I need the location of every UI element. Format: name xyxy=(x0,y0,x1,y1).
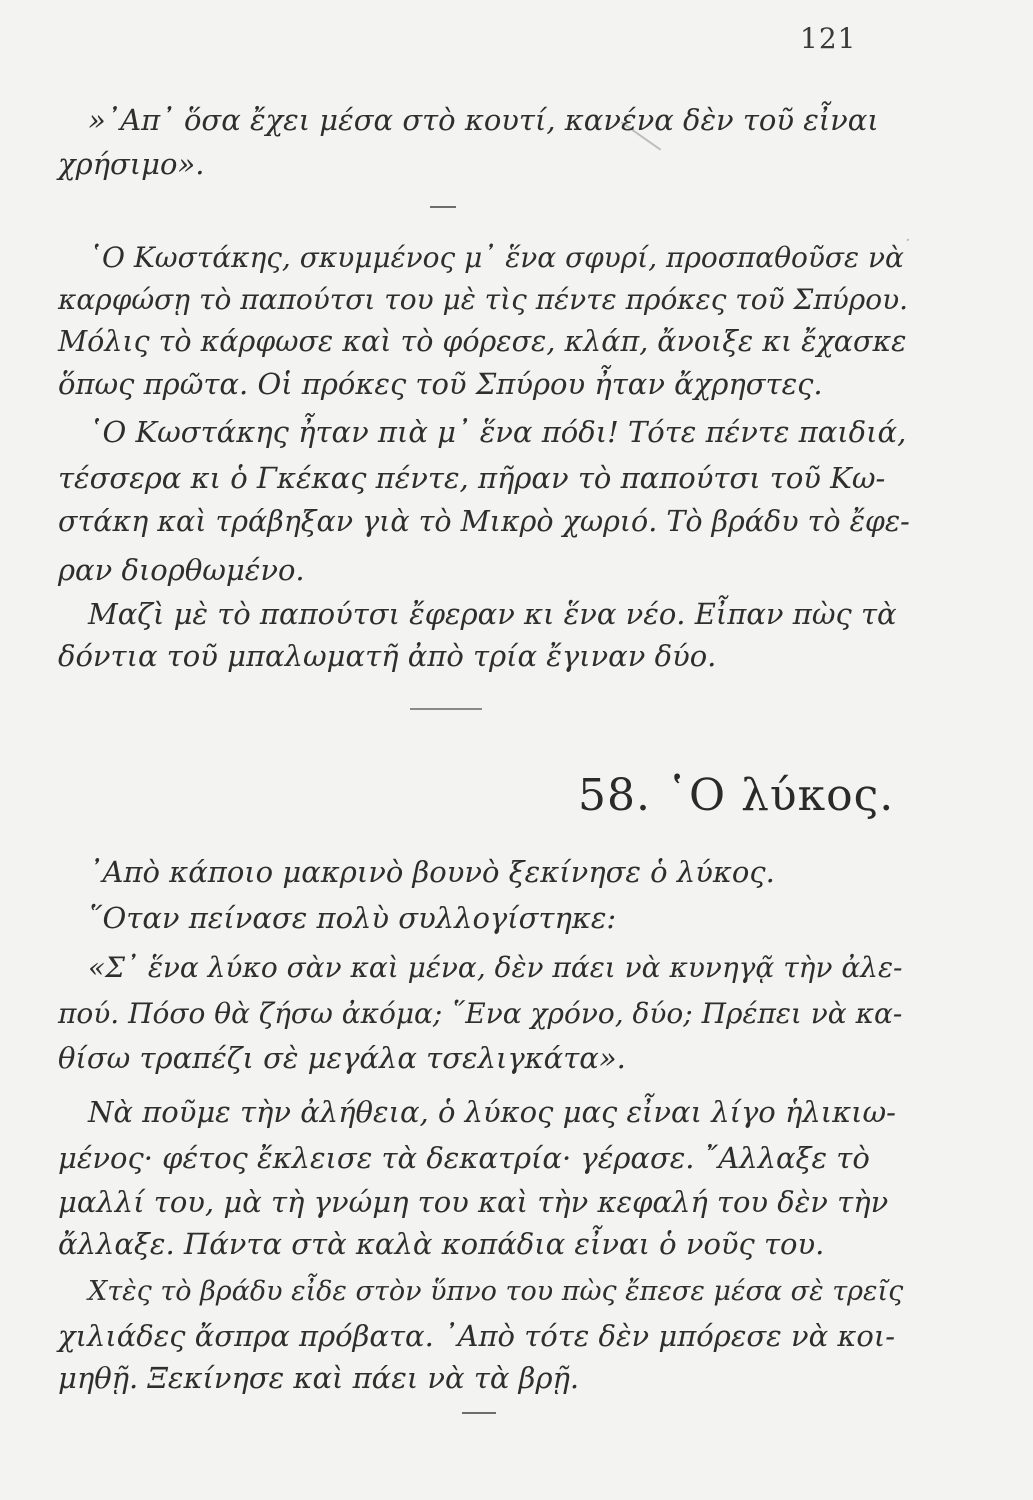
chapter-title: 58. ῾Ο λύκος. xyxy=(578,770,895,821)
text-line: ᾿Απὸ κάποιο μακρινὸ βουνὸ ξεκίνησε ὁ λύκος. xyxy=(88,855,775,889)
text-line: ῾Ο Κωστάκης ἦταν πιὰ μ᾿ ἕνα πόδι! Τότε πέντε παιδιά, xyxy=(88,415,907,449)
text-line: πού. Πόσο θὰ ζήσω ἀκόμα; ῞Ενα χρόνο, δύο; Πρέπει νὰ κα- xyxy=(58,997,903,1030)
text-line: χρήσιμο». xyxy=(58,147,205,181)
text-line: μηθῇ. Ξεκίνησε καὶ πάει νὰ τὰ βρῇ. xyxy=(58,1361,580,1395)
text-line: «Σ᾿ ἕνα λύκο σὰν καὶ μένα, δὲν πάει νὰ κυνηγᾷ τὴν ἀλε- xyxy=(88,951,903,984)
text-line: δόντια τοῦ μπαλωματῆ ἀπὸ τρία ἔγιναν δύο. xyxy=(58,639,717,673)
section-divider xyxy=(410,708,482,710)
scene-break-dash xyxy=(430,206,456,208)
text-line: ῾Ο Κωστάκης, σκυμμένος μ᾿ ἕνα σφυρί, προσπαθοῦσε νὰ xyxy=(88,241,904,274)
end-dash xyxy=(462,1412,496,1414)
text-line: τέσσερα κι ὁ Γκέκας πέντε, πῆραν τὸ παπούτσι τοῦ Κω- xyxy=(58,461,886,495)
text-line: στάκη καὶ τράβηξαν γιὰ τὸ Μικρὸ χωριό. Τὸ βράδυ τὸ ἔφε- xyxy=(58,505,910,538)
text-line: ἄλλαξε. Πάντα στὰ καλὰ κοπάδια εἶναι ὁ νοῦς του. xyxy=(58,1227,825,1261)
text-line: ὅπως πρῶτα. Οἱ πρόκες τοῦ Σπύρου ἦταν ἄχρηστες. xyxy=(58,367,823,401)
text-line: καρφώσῃ τὸ παπούτσι του μὲ τὶς πέντε πρόκες τοῦ Σπύρου. xyxy=(58,283,909,316)
text-line: Νὰ ποῦμε τὴν ἀλήθεια, ὁ λύκος μας εἶναι λίγο ἡλικιω- xyxy=(88,1095,896,1129)
text-line: Μόλις τὸ κάρφωσε καὶ τὸ φόρεσε, κλάπ, ἄνοιξε κι ἔχασκε xyxy=(58,325,907,358)
text-line: μένος· φέτος ἔκλεισε τὰ δεκατρία· γέρασε. ῎Αλλαξε τὸ xyxy=(58,1141,870,1175)
text-line: ῞Οταν πείνασε πολὺ συλλογίστηκε: xyxy=(88,901,617,935)
text-line: Μαζὶ μὲ τὸ παπούτσι ἔφεραν κι ἕνα νέο. Εἶπαν πὼς τὰ xyxy=(88,597,897,631)
text-line: θίσω τραπέζι σὲ μεγάλα τσελιγκάτα». xyxy=(58,1041,626,1075)
show-through-mark: · xyxy=(905,230,911,251)
text-line: μαλλί του, μὰ τὴ γνώμη του καὶ τὴν κεφαλή του δὲν τὴν xyxy=(58,1185,889,1219)
page-number: 121 xyxy=(800,22,857,55)
text-line: χιλιάδες ἄσπρα πρόβατα. ᾿Απὸ τότε δὲν μπόρεσε νὰ κοι- xyxy=(58,1319,896,1353)
wolf-story-text xyxy=(58,852,904,1395)
text-line: »᾿Απ᾿ ὅσα ἔχει μέσα στὸ κουτί, κανένα δὲν τοῦ εἶναι xyxy=(88,103,879,137)
text-line: Χτὲς τὸ βράδυ εἶδε στὸν ὕπνο του πὼς ἔπεσε μέσα σὲ τρεῖς xyxy=(88,1276,904,1307)
text-line: ραν διορθωμένο. xyxy=(58,553,305,587)
story-ending-text xyxy=(58,100,910,680)
